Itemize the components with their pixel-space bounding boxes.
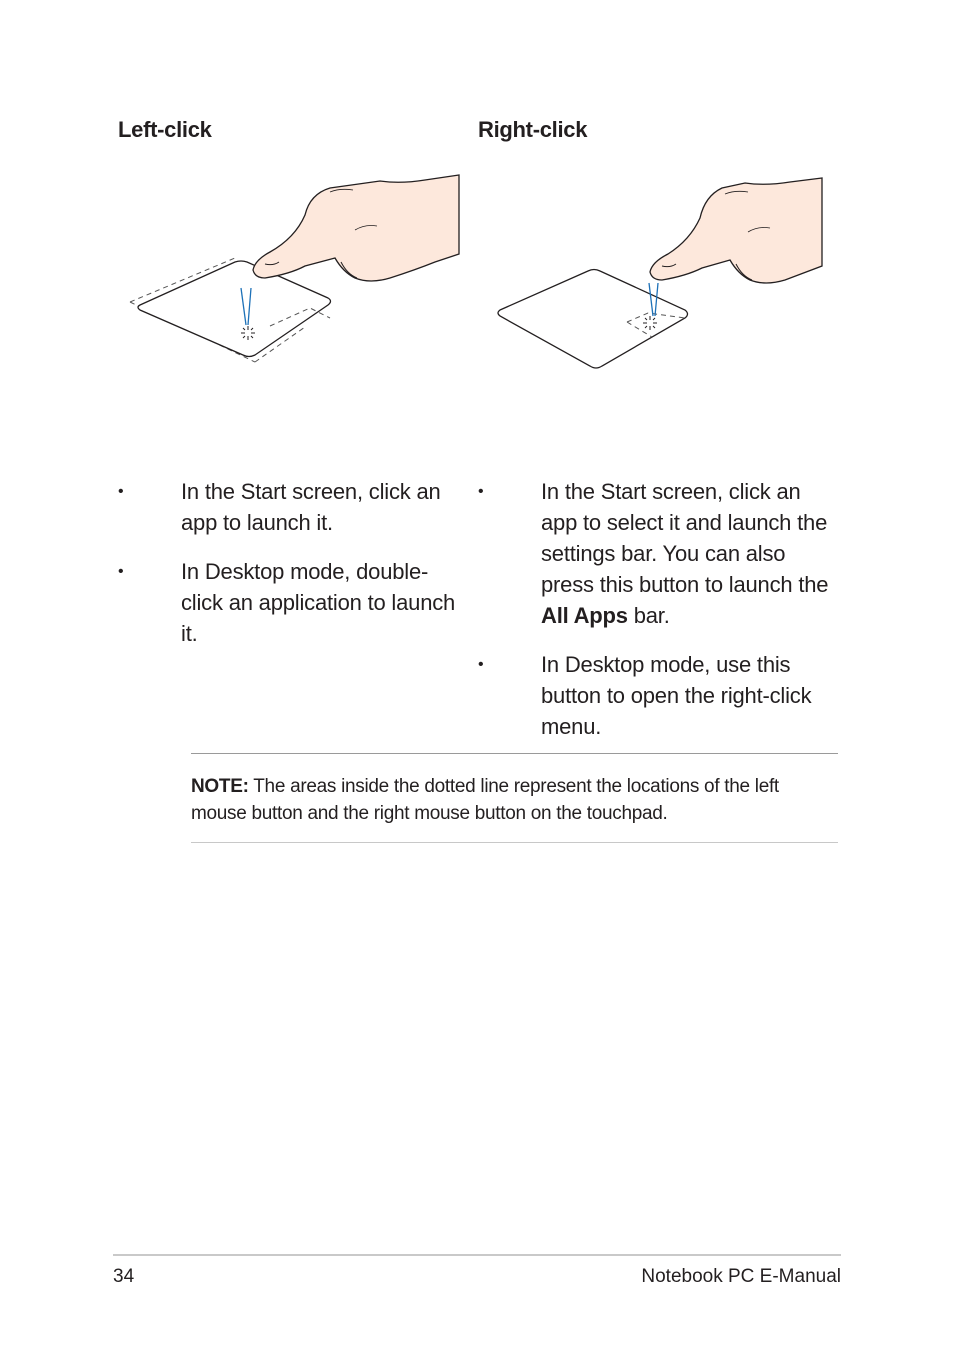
right-click-illustration [490,170,830,380]
left-click-heading: Left-click [118,117,212,142]
left-click-bullet-list [118,476,456,667]
right-click-heading: Right-click [478,117,588,142]
page-number: 34 [113,1266,135,1287]
bullet-text: In the Start screen, click an app to launch it. [181,479,441,535]
footer-divider [113,1254,841,1256]
list-item [118,476,456,538]
right-click-bullet-list [478,476,838,760]
note-body: The areas inside the dotted line represent the locations of the left mouse button and the right mouse button on the touchpad. [191,776,779,824]
bullet-dot: • [478,656,484,673]
note-label: NOTE: [191,776,249,797]
bullet-text: In Desktop mode, use this button to open the right-click menu. [541,652,812,739]
bullet-dot: • [478,483,484,500]
note-text [191,773,838,827]
bullet-text-end: bar. [633,603,670,628]
all-apps-emphasis: All Apps [541,603,628,628]
bullet-dot: • [118,563,124,580]
bullet-text: In the Start screen, click an app to select it and launch the settings bar. You can also press this button to launch the [541,479,829,597]
left-click-illustration [125,170,465,370]
list-item [118,556,456,649]
list-item [478,649,838,742]
bullet-dot: • [118,483,124,500]
bullet-text: In Desktop mode, double-click an application to launch it. [181,559,456,646]
manual-title: Notebook PC E-Manual [641,1266,841,1287]
list-item [478,476,838,631]
note-box [191,753,838,843]
